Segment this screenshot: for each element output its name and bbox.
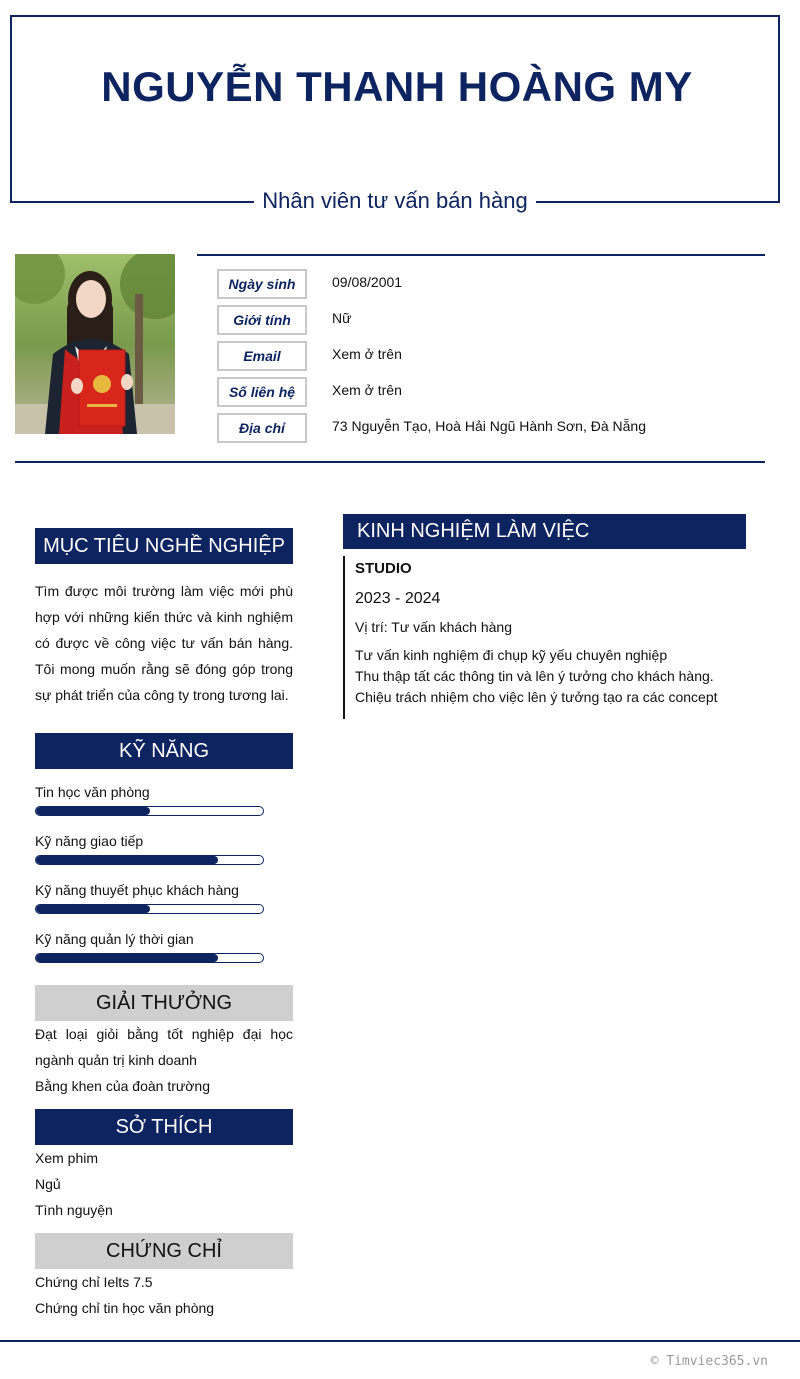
award-item: Đạt loại giỏi bằng tốt nghiệp đại học ngành quản trị kinh doanh xyxy=(35,1026,293,1068)
info-row-gender xyxy=(217,305,777,335)
info-label: Ngày sinh xyxy=(217,269,307,299)
footer-divider xyxy=(0,1340,800,1342)
experience-period: 2023 - 2024 xyxy=(355,590,441,607)
hobby-item: Tình nguyện xyxy=(35,1202,113,1218)
info-value: 73 Nguyễn Tạo, Hoà Hải Ngũ Hành Sơn, Đà Nẵng xyxy=(332,418,646,434)
certificate-item: Chứng chỉ tin học văn phòng xyxy=(35,1300,215,1316)
awards-heading: GIẢI THƯỞNG xyxy=(35,985,293,1021)
header-box xyxy=(10,15,780,203)
info-label: Email xyxy=(217,341,307,371)
hobbies-list xyxy=(35,1145,293,1223)
hobby-item: Xem phim xyxy=(35,1150,99,1166)
info-row-email xyxy=(217,341,777,371)
experience-detail-line: Thu thập tất các thông tin và lên ý tưởng cho khách hàng. xyxy=(355,668,714,684)
profile-photo xyxy=(15,254,175,434)
info-row-address xyxy=(217,413,777,443)
skill-label: Kỹ năng thuyết phục khách hàng xyxy=(35,882,239,898)
hobby-item: Ngủ xyxy=(35,1176,61,1192)
experience-details xyxy=(355,645,743,708)
profile-photo-image xyxy=(15,254,175,434)
info-value: Nữ xyxy=(332,310,352,326)
skill-fill xyxy=(36,954,218,962)
info-bottom-divider xyxy=(15,461,765,463)
objective-heading: MỤC TIÊU NGHỀ NGHIỆP xyxy=(35,528,293,564)
experience-detail-line: Chiệu trách nhiệm cho việc lên ý tưởng tạo ra các concept xyxy=(355,689,718,705)
info-label: Giới tính xyxy=(217,305,307,335)
skill-label: Tin học văn phòng xyxy=(35,784,150,800)
info-label: Địa chỉ xyxy=(217,413,307,443)
info-row-birthdate xyxy=(217,269,777,299)
skill-label: Kỹ năng quản lý thời gian xyxy=(35,931,194,947)
info-top-divider xyxy=(197,254,765,256)
skill-bar xyxy=(35,855,264,865)
experience-position: Vị trí: Tư vấn khách hàng xyxy=(355,619,512,635)
skill-fill xyxy=(36,905,150,913)
candidate-name-text: NGUYỄN THANH HOÀNG MY xyxy=(101,63,693,110)
skills-heading: KỸ NĂNG xyxy=(35,733,293,769)
experience-detail-line: Tư vấn kinh nghiệm đi chụp kỹ yếu chuyên nghiệp xyxy=(355,647,668,663)
certificates-list xyxy=(35,1269,293,1321)
skill-label: Kỹ năng giao tiếp xyxy=(35,833,144,849)
certificate-item: Chứng chỉ Ielts 7.5 xyxy=(35,1274,153,1290)
job-title-wrap xyxy=(254,184,536,218)
experience-item xyxy=(343,556,743,719)
skill-bar xyxy=(35,953,264,963)
award-item: Bằng khen của đoàn trường xyxy=(35,1078,211,1094)
skill-bar xyxy=(35,904,264,914)
info-value: Xem ở trên xyxy=(332,346,402,362)
skill-bar xyxy=(35,806,264,816)
skill-item xyxy=(35,782,295,816)
info-value: Xem ở trên xyxy=(332,382,402,398)
skill-item xyxy=(35,929,295,963)
candidate-name xyxy=(12,65,782,109)
info-label: Số liên hệ xyxy=(217,377,307,407)
info-value: 09/08/2001 xyxy=(332,274,403,290)
info-row-phone xyxy=(217,377,777,407)
experience-company: STUDIO xyxy=(355,560,412,577)
footer-watermark: © Timviec365.vn xyxy=(650,1354,768,1369)
job-title: Nhân viên tư vấn bán hàng xyxy=(262,188,528,213)
experience-heading: KINH NGHIỆM LÀM VIỆC xyxy=(343,514,746,549)
skill-fill xyxy=(36,856,218,864)
awards-list xyxy=(35,1021,293,1099)
objective-text: Tìm được môi trường làm việc mới phù hợp với những kiến thức và kinh nghiệm có được về công việc tư vấn bán hàng. Tôi mong muốn rằng sẽ đóng góp trong sự phát triển của công ty trong tương lai. xyxy=(35,583,293,703)
certificates-heading: CHỨNG CHỈ xyxy=(35,1233,293,1269)
skill-item xyxy=(35,880,295,914)
skill-fill xyxy=(36,807,150,815)
skill-item xyxy=(35,831,295,865)
hobbies-heading: SỞ THÍCH xyxy=(35,1109,293,1145)
